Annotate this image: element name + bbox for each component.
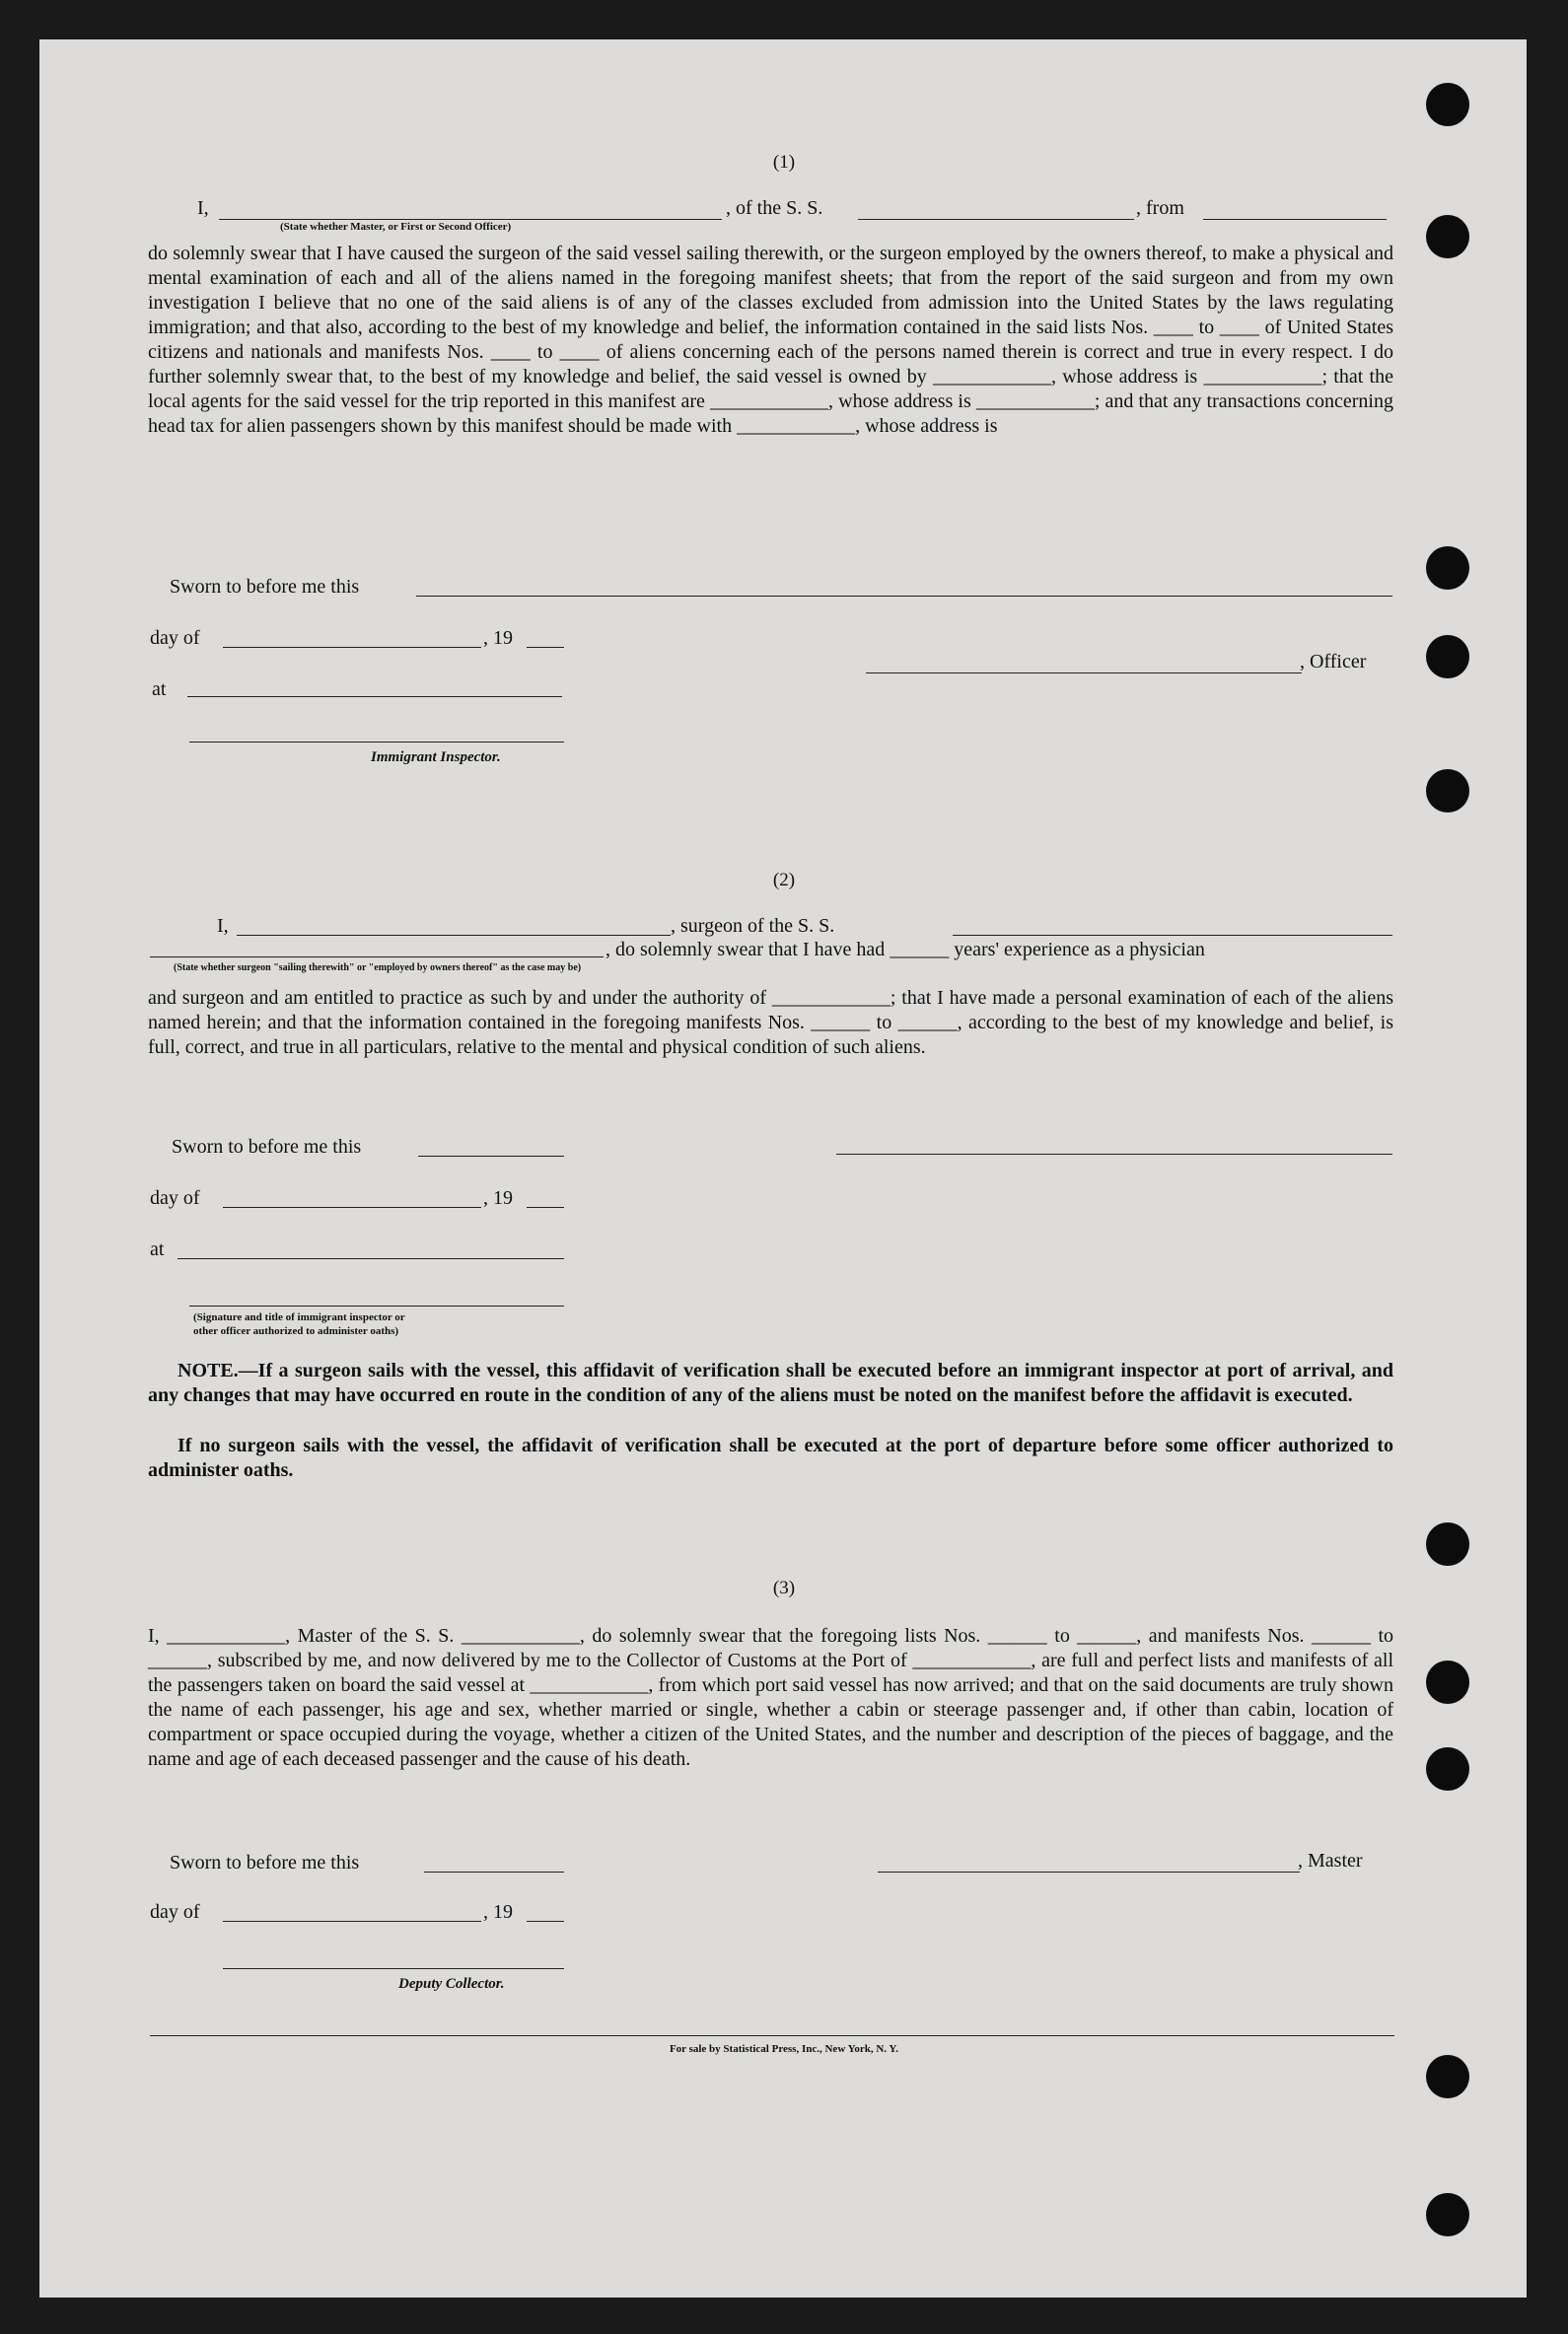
s2-surgeon-of: , surgeon of the S. S. [671,915,835,937]
s2-year: , 19 [483,1187,513,1209]
s1-sworn-line [416,596,1392,597]
s3-master: , Master [1298,1850,1363,1872]
s2-sig-line [836,1154,1392,1155]
s2-name-line [237,935,671,936]
s1-at: at [152,678,167,700]
s1-name-line [219,219,722,220]
s2-note-2: If no surgeon sails with the vessel, the affidavit of verification shall be executed at the port of departure before some officer authorized to administer oaths. [148,1435,1393,1481]
s2-note: NOTE.—If a surgeon sails with the vessel, this affidavit of verification shall be executed before an immigrant inspector at port of arrival, and any changes that may have occurred en route in the condition of any of the aliens must be noted on the manifest before the affidavit is executed. [148,1360,1393,1406]
s1-inspector-line [189,742,564,743]
s1-dayof: day of [150,627,200,649]
punch-hole [1426,2193,1469,2236]
s2-sworn: Sworn to before me this [172,1136,362,1158]
punch-hole [1426,215,1469,258]
punch-hole [1426,635,1469,678]
punch-hole [1426,83,1469,126]
s2-officer-line [189,1306,564,1307]
s1-sub-caption: (State whether Master, or First or Second Officer) [280,221,512,233]
section-1-number: (1) [772,152,796,173]
s2-sworn-line [418,1156,564,1157]
s1-day-line [223,647,481,648]
s2-sub-caption: (State whether surgeon "sailing therewith" or "employed by owners thereof" as the case may be) [174,962,582,973]
s2-year-line [527,1207,564,1208]
s3-day-line [223,1921,481,1922]
s2-i: I, [217,915,229,937]
s1-of-ss: , of the S. S. [726,197,823,219]
s1-sworn: Sworn to before me this [170,576,360,598]
s1-officer: , Officer [1300,651,1367,672]
punch-hole [1426,546,1469,590]
s2-sig-caption-2: other officer authorized to administer oaths) [193,1325,399,1337]
s2-ship-line [953,935,1392,936]
s1-officer-line [866,672,1302,673]
s3-year-line [527,1921,564,1922]
s3-sworn-line [424,1872,564,1873]
section-3-number: (3) [772,1578,796,1598]
s3-dayof: day of [150,1901,200,1923]
s2-day-line [223,1207,481,1208]
footer-rule [150,2035,1394,2036]
s2-at-line [178,1258,564,1259]
punch-hole [1426,1747,1469,1791]
punch-hole [1426,2055,1469,2098]
s2-at: at [150,1238,165,1260]
s1-from: , from [1136,197,1184,219]
s1-oath-paragraph: do solemnly swear that I have caused the surgeon of the said vessel sailing therewith, or the surgeon employed by the owners thereof, to make a physical and mental examination of each and all of the aliens named in the foregoing manifest sheets; that from the report of the said surgeon and from my own investigation I believe that no one of the said aliens is of any of the classes excluded from admission into the United States by the laws regulating immigration; and that also, according to the best of my knowledge and belief, the information contained in the said lists Nos. ____ to ____ of United States citizens and nationals and manifests Nos. ____ to ____ of aliens concerning each of the persons named therein is correct and true in every respect. I do further solemnly swear that, to the best of my knowledge and belief, the said vessel is owned by ____________, whose address is ____________; that the local agents for the said vessel for the trip reported in this manifest are ____________, whose address is ____________; and that any transactions concerning head tax for alien passengers shown by this manifest should be made with ____________, whose address is [148,243,1393,437]
s2-status-line [150,956,604,957]
s1-year: , 19 [483,627,513,649]
punch-hole [1426,1661,1469,1704]
s3-deputy-line [223,1968,564,1969]
s3-deputy-caption: Deputy Collector. [398,1976,505,1992]
s2-dayof: day of [150,1187,200,1209]
s2-sig-caption-1: (Signature and title of immigrant inspector or [193,1311,405,1323]
section-2-number: (2) [772,870,796,890]
s1-from-line [1203,219,1387,220]
punch-hole [1426,1522,1469,1566]
s3-sworn: Sworn to before me this [170,1852,360,1874]
s2-oath-paragraph: and surgeon and am entitled to practice as such by and under the authority of ____________; that I have made a personal examination of each of the aliens named herein; and that the information contained in the foregoing manifests Nos. ______ to ______, according to the best of my knowledge and belief, is full, correct, and true in all particulars, relative to the mental and physical condition of such aliens. [148,987,1393,1058]
s1-ship-line [858,219,1134,220]
s2-line2: , do solemnly swear that I have had ______ years' experience as a physician [606,939,1205,960]
s3-master-line [878,1872,1300,1873]
s3-year: , 19 [483,1901,513,1923]
s1-at-line [187,696,562,697]
s1-year-line [527,647,564,648]
s1-i: I, [197,197,209,219]
footer-imprint: For sale by Statistical Press, Inc., New York, N. Y. [669,2043,899,2055]
s3-oath-paragraph: I, ____________, Master of the S. S. ____________, do solemnly swear that the foregoing lists Nos. ______ to ______, and manifests Nos. ______ to ______, subscribed by me, and now delivered by me to the Collector of Customs at the Port of ____________, are full and perfect lists and manifests of all the passengers taken on board the said vessel at ____________, from which port said vessel has now arrived; and that on the said documents are truly shown the name of each passenger, his age and sex, whether married or single, whether a cabin or steerage passenger and, if other than cabin, location of compartment or space occupied during the voyage, whether a citizen of the United States, and the number and description of the pieces of baggage, and the name and age of each deceased passenger and the cause of his death. [148,1625,1393,1770]
punch-hole [1426,769,1469,813]
s1-inspector-caption: Immigrant Inspector. [371,749,501,765]
